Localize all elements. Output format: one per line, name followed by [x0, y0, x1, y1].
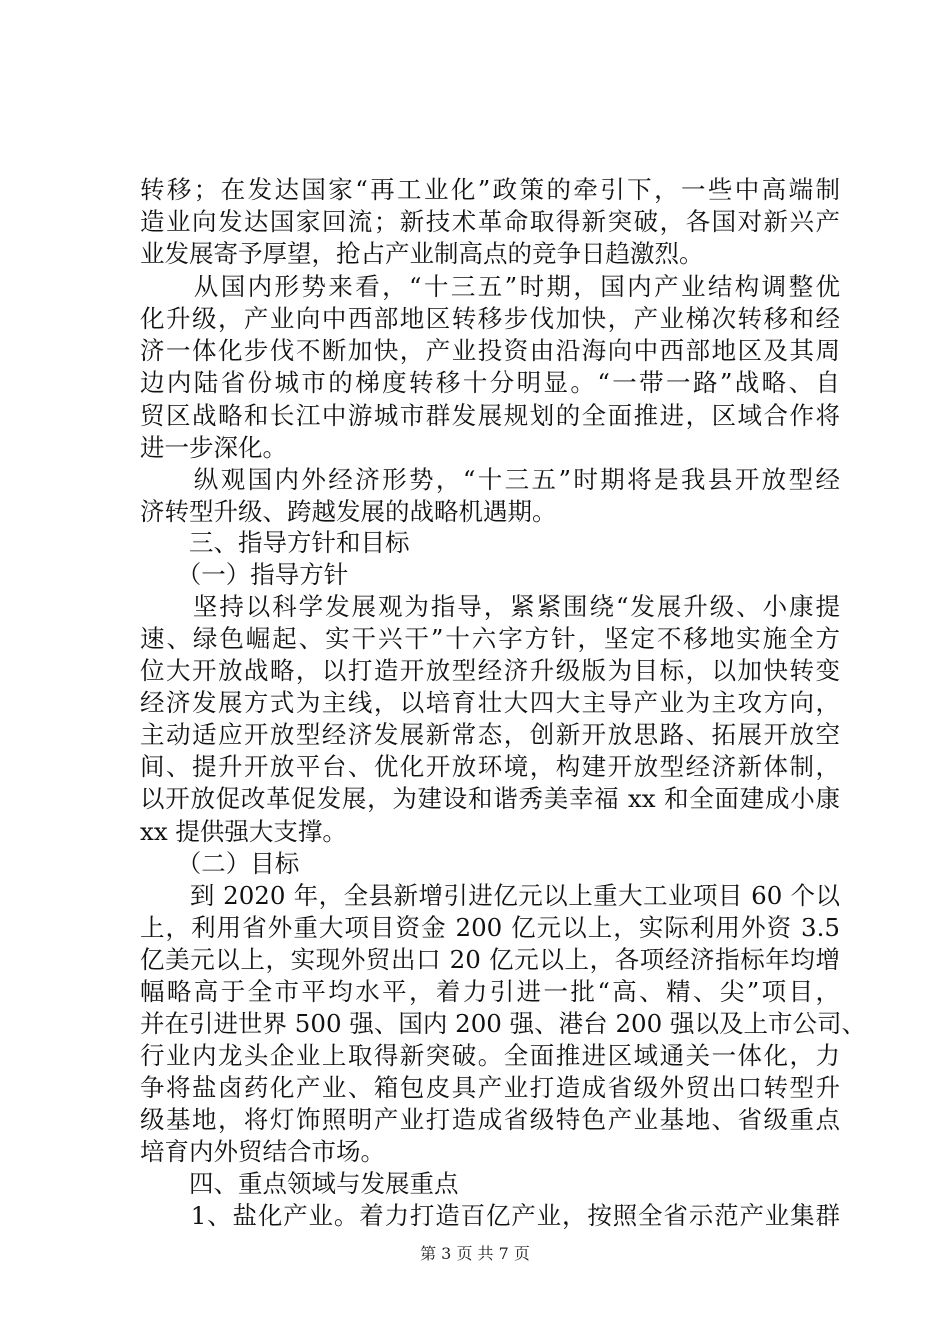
text-line: 1、盐化产业。着力打造百亿产业，按照全省示范产业集群 [140, 1201, 840, 1230]
text-line: 速、绿色崛起、实干兴干”十六字方针，坚定不移地实施全方 [140, 624, 840, 653]
text-line: 行业内龙头企业上取得新突破。全面推进区域通关一体化，力 [140, 1041, 840, 1070]
text-line: 上，利用省外重大项目资金 200 亿元以上，实际利用外资 3.5 [140, 913, 840, 942]
text-line: 进一步深化。 [140, 433, 287, 462]
text-line: 培育内外贸结合市场。 [140, 1137, 385, 1166]
text-line: 幅略高于全市平均水平，着力引进一批“高、精、尖”项目， [140, 977, 840, 1006]
text-line: 从国内形势来看，“十三五”时期，国内产业结构调整优 [140, 272, 840, 301]
text-line: 以开放促改革促发展，为建设和谐秀美幸福 xx 和全面建成小康 [140, 784, 840, 813]
text-line: 三、指导方针和目标 [140, 528, 410, 557]
text-line: 纵观国内外经济形势，“十三五”时期将是我县开放型经 [140, 465, 840, 494]
text-line: 化升级，产业向中西部地区转移步伐加快，产业梯次转移和经 [140, 304, 840, 333]
text-line: 亿美元以上，实现外贸出口 20 亿元以上，各项经济指标年均增 [140, 945, 840, 974]
text-line: 位大开放战略，以打造开放型经济升级版为目标，以加快转变 [140, 656, 840, 685]
text-line: 经济发展方式为主线，以培育壮大四大主导产业为主攻方向， [140, 688, 840, 717]
text-line: 济转型升级、跨越发展的战略机遇期。 [140, 497, 557, 526]
text-line: 间、提升开放平台、优化开放环境，构建开放型经济新体制， [140, 752, 840, 781]
text-line: 转移；在发达国家“再工业化”政策的牵引下，一些中高端制 [140, 175, 840, 204]
page-footer: 第 3 页 共 7 页 [420, 1244, 530, 1263]
text-line: 济一体化步伐不断加快，产业投资由沿海向中西部地区及其周 [140, 336, 840, 365]
text-line: 边内陆省份城市的梯度转移十分明显。“一带一路”战略、自 [140, 368, 840, 397]
text-line: 并在引进世界 500 强、国内 200 强、港台 200 强以及上市公司、 [140, 1009, 867, 1038]
text-line: 四、重点领域与发展重点 [140, 1169, 459, 1198]
text-line: 造业向发达国家回流；新技术革命取得新突破，各国对新兴产 [140, 207, 840, 236]
text-line: 级基地，将灯饰照明产业打造成省级特色产业基地、省级重点 [140, 1105, 840, 1134]
text-line: 主动适应开放型经济发展新常态，创新开放思路、拓展开放空 [140, 720, 840, 749]
text-line: 坚持以科学发展观为指导，紧紧围绕“发展升级、小康提 [140, 592, 840, 621]
text-line: 业发展寄予厚望，抢占产业制高点的竞争日趋激烈。 [140, 239, 704, 268]
text-line: （二）目标 [140, 849, 300, 878]
text-line: 到 2020 年，全县新增引进亿元以上重大工业项目 60 个以 [140, 881, 840, 910]
text-line: xx 提供强大支撑。 [140, 817, 347, 846]
text-line: （一）指导方针 [140, 560, 349, 589]
text-line: 贸区战略和长江中游城市群发展规划的全面推进，区域合作将 [140, 401, 840, 430]
text-line: 争将盐卤药化产业、箱包皮具产业打造成省级外贸出口转型升 [140, 1073, 840, 1102]
